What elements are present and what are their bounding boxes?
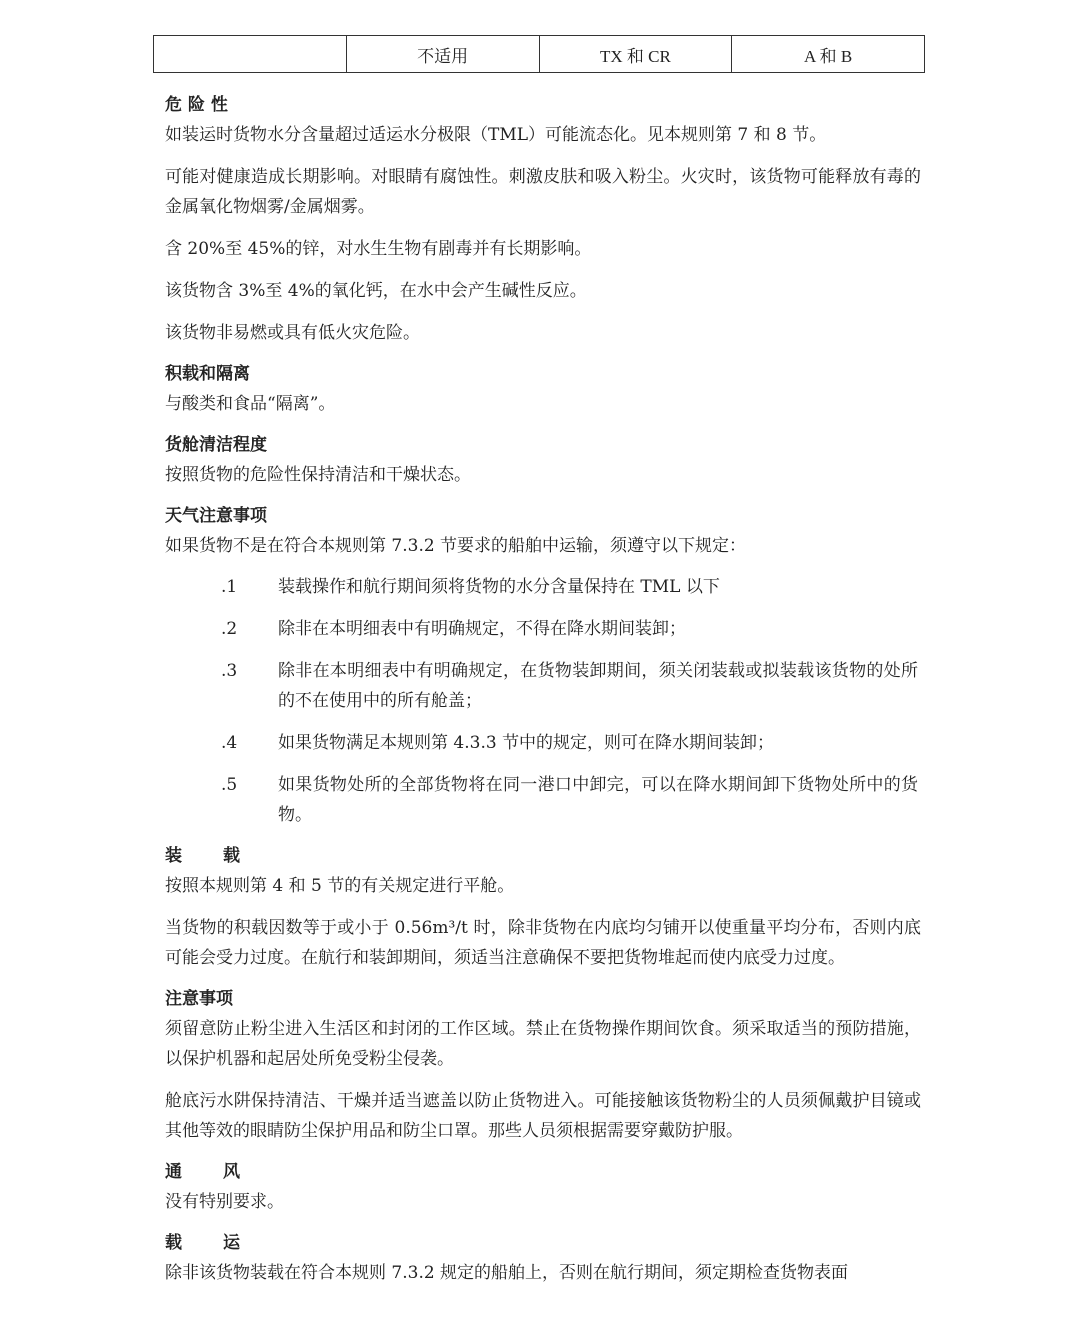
- paragraph: 按照本规则第 4 和 5 节的有关规定进行平舱。: [165, 876, 515, 896]
- paragraph: 舱底污水阱保持清洁、干燥并适当遮盖以防止货物进入。可能接触该货物粉尘的人员须佩戴护目镜或其他等效的眼睛防尘保护用品和防尘口罩。那些人员须根据需要穿戴防护服。: [165, 1091, 921, 1141]
- paragraph: 与酸类和食品“隔离”。: [165, 394, 336, 414]
- heading-char: 风: [223, 1162, 240, 1182]
- section-heading-stowage: 积载和隔离: [165, 364, 250, 384]
- section-heading-weather: 天气注意事项: [165, 506, 267, 526]
- weather-list: [165, 572, 921, 830]
- section-heading-hold-cleanliness: 货舱清洁程度: [165, 435, 267, 455]
- list-item-text: 装载操作和航行期间须将货物的水分含量保持在 TML 以下: [278, 577, 720, 597]
- list-item-number: .2: [221, 619, 238, 639]
- heading-char: 装: [165, 846, 182, 866]
- list-item-text: 如果货物处所的全部货物将在同一港口中卸完，可以在降水期间卸下货物处所中的货物。: [278, 775, 918, 825]
- paragraph: 可能对健康造成长期影响。对眼睛有腐蚀性。刺激皮肤和吸入粉尘。火灾时，该货物可能释放有毒的金属氧化物烟雾/金属烟雾。: [165, 167, 921, 217]
- section-heading-loading: [165, 841, 921, 871]
- section-heading-precautions: 注意事项: [165, 989, 233, 1009]
- table-row: [154, 36, 925, 73]
- list-item: [165, 656, 921, 716]
- list-item-number: .4: [221, 733, 238, 753]
- paragraph: 当货物的积载因数等于或小于 0.56m³/t 时，除非货物在内底均匀铺开以使重量平均分布，否则内底可能会受力过度。在航行和装卸期间，须适当注意确保不要把货物堆起而使内底受力过度。: [165, 918, 921, 968]
- table-cell: A 和 B: [732, 36, 925, 73]
- table-cell: [154, 36, 347, 73]
- paragraph: 按照货物的危险性保持清洁和干燥状态。: [165, 465, 471, 485]
- paragraph: 含 20%至 45%的锌，对水生生物有剧毒并有长期影响。: [165, 239, 592, 259]
- list-item: [165, 770, 921, 830]
- header-table: [153, 35, 925, 73]
- section-heading-carriage: [165, 1228, 921, 1258]
- list-item-number: .3: [221, 661, 238, 681]
- section-heading-ventilation: [165, 1157, 921, 1187]
- section-heading-hazard: 危 险 性: [165, 95, 228, 115]
- paragraph: 该货物含 3%至 4%的氧化钙，在水中会产生碱性反应。: [165, 281, 587, 301]
- list-item-number: .5: [221, 775, 238, 795]
- paragraph: 除非该货物装载在符合本规则 7.3.2 规定的船舶上，否则在航行期间，须定期检查货物表面: [165, 1263, 849, 1283]
- heading-char: 载: [165, 1233, 182, 1253]
- table-cell: TX 和 CR: [539, 36, 732, 73]
- table-cell: 不适用: [346, 36, 539, 73]
- heading-char: 载: [223, 846, 240, 866]
- paragraph: 该货物非易燃或具有低火灾危险。: [165, 323, 420, 343]
- list-item-text: 如果货物满足本规则第 4.3.3 节中的规定，则可在降水期间装卸；: [278, 733, 775, 753]
- list-item-number: .1: [221, 577, 238, 597]
- list-item: [165, 728, 921, 758]
- paragraph: 如装运时货物水分含量超过适运水分极限（TML）可能流态化。见本规则第 7 和 8 节。: [165, 125, 827, 145]
- list-item: [165, 572, 921, 602]
- list-item-text: 除非在本明细表中有明确规定，在货物装卸期间，须关闭装载或拟装载该货物的处所的不在使用中的所有舱盖；: [278, 661, 918, 711]
- heading-char: 通: [165, 1162, 182, 1182]
- list-item: [165, 614, 921, 644]
- document-body: [165, 90, 921, 1288]
- paragraph: 须留意防止粉尘进入生活区和封闭的工作区域。禁止在货物操作期间饮食。须采取适当的预防措施，以保护机器和起居处所免受粉尘侵袭。: [165, 1019, 921, 1069]
- paragraph: 如果货物不是在符合本规则第 7.3.2 节要求的船舶中运输，须遵守以下规定：: [165, 536, 747, 556]
- heading-char: 运: [223, 1233, 240, 1253]
- paragraph: 没有特别要求。: [165, 1192, 284, 1212]
- list-item-text: 除非在本明细表中有明确规定，不得在降水期间装卸；: [278, 619, 686, 639]
